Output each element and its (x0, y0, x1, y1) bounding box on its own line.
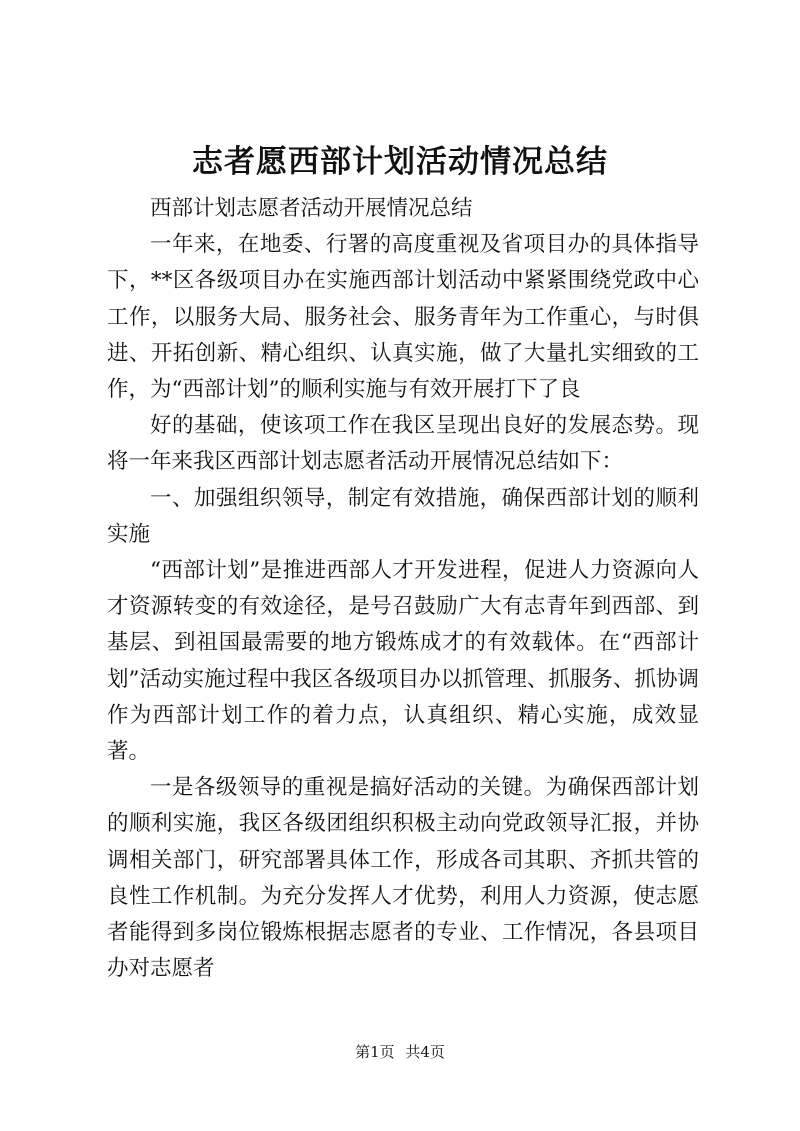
document-body (107, 191, 699, 987)
body-paragraph: 好的基础，使该项工作在我区呈现出良好的发展态势。现将一年来我区西部计划志愿者活动开展情况总结如下： (107, 413, 699, 475)
subtitle-paragraph: 西部计划志愿者活动开展情况总结 (150, 196, 473, 221)
document-title: 志者愿西部计划活动情况总结 (192, 144, 608, 180)
page-total: 共4页 (405, 1043, 445, 1061)
page-number: 第1页 (355, 1043, 395, 1061)
body-paragraph: 一是各级领导的重视是搞好活动的关键。为确保西部计划的顺利实施，我区各级团组织积极主动向党政领导汇报，并协调相关部门，研究部署具体工作，形成各司其职、齐抓共管的良性工作机制。为充分发挥人才优势，利用人力资源，使志愿者能得到多岗位锻炼根据志愿者的专业、工作情况，各县项目办对志愿者 (107, 775, 699, 982)
body-paragraph: 一年来，在地委、行署的高度重视及省项目办的具体指导下，**区各级项目办在实施西部计划活动中紧紧围绕党政中心工作，以服务大局、服务社会、服务青年为工作重心，与时俱进、开拓创新、精心组织、认真实施，做了大量扎实细致的工作，为“西部计划”的顺利实施与有效开展打下了良 (107, 232, 699, 403)
page-footer (0, 1042, 800, 1062)
section-heading: 一、加强组织领导，制定有效措施，确保西部计划的顺利实施 (107, 485, 699, 547)
body-paragraph: “西部计划”是推进西部人才开发进程，促进人力资源向人才资源转变的有效途径，是号召鼓励广大有志青年到西部、到基层、到祖国最需要的地方锻炼成才的有效载体。在“西部计划”活动实施过程中我区各级项目办以抓管理、抓服务、抓协调作为西部计划工作的着力点，认真组织、精心实施，成效显著。 (107, 558, 699, 765)
